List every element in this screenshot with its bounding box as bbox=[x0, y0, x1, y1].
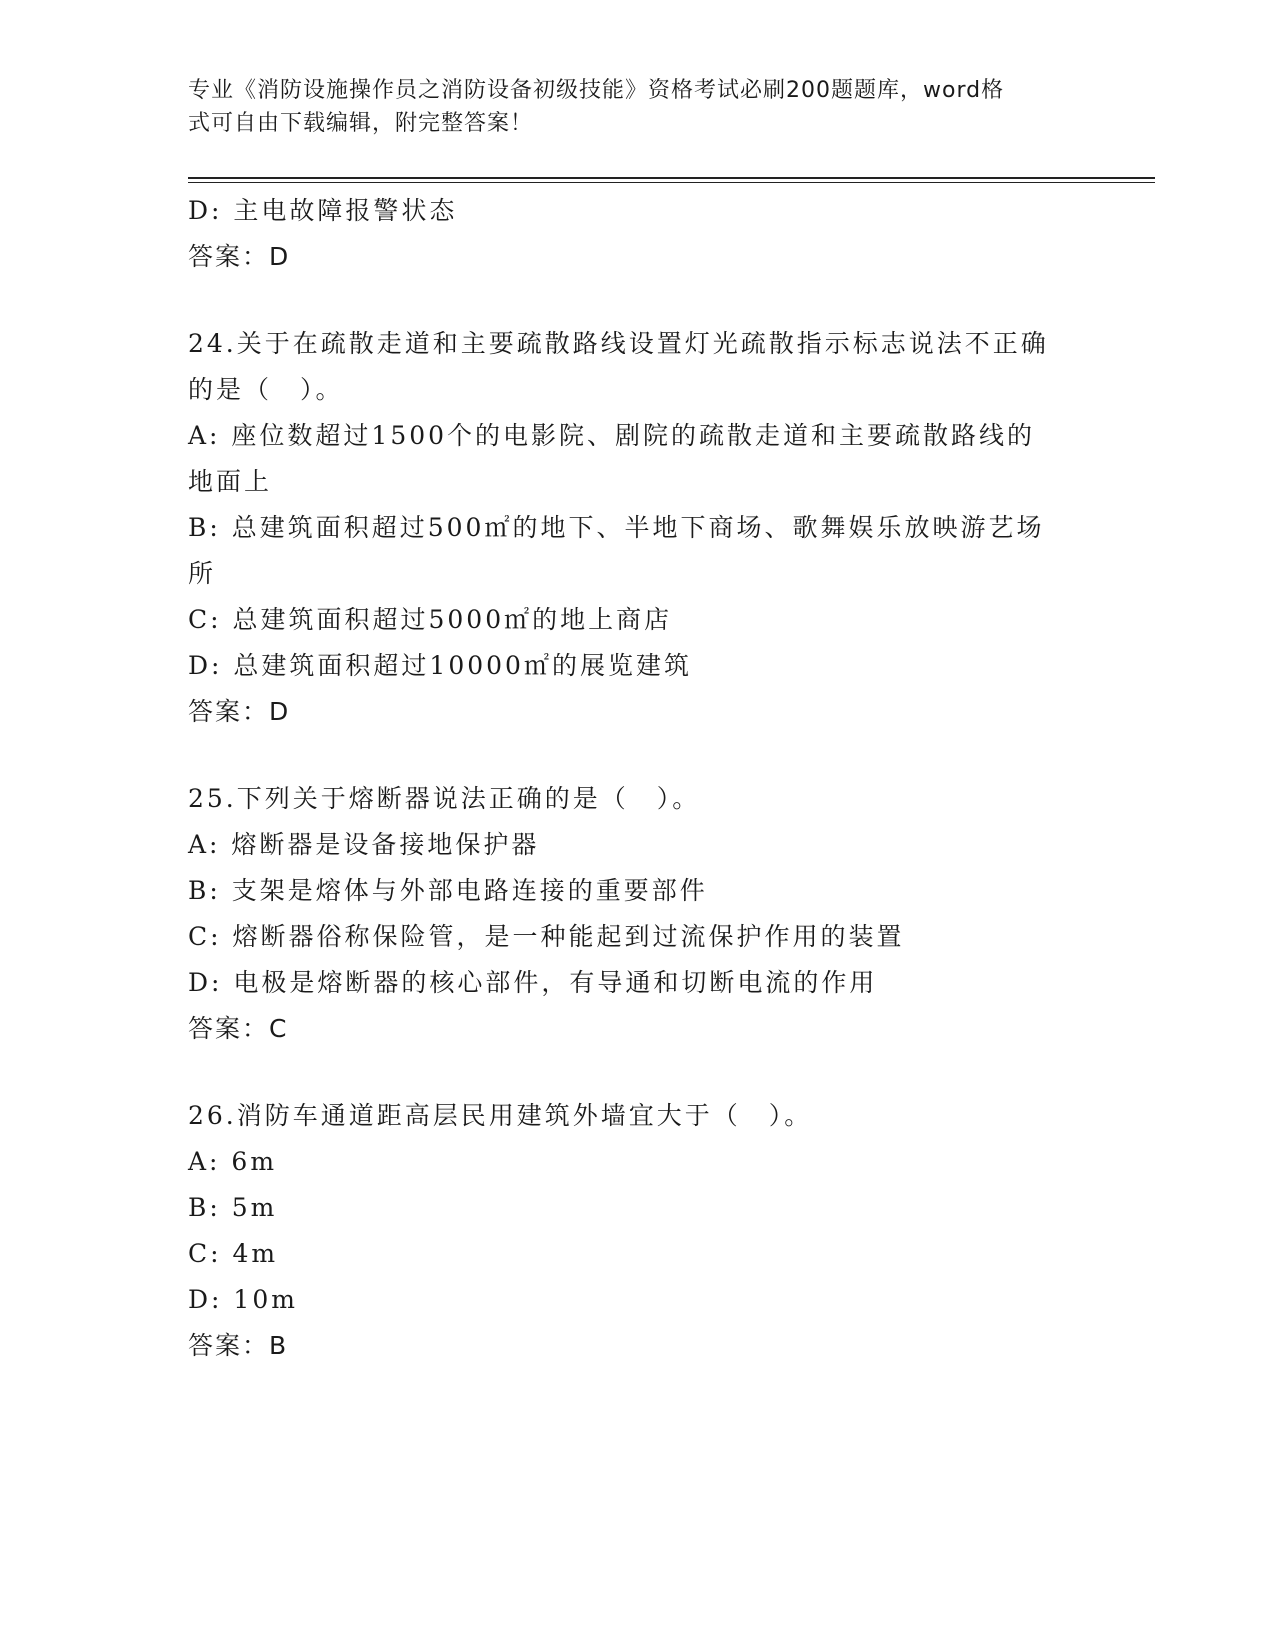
option-d: D: 10m bbox=[188, 1285, 298, 1314]
document-header bbox=[188, 74, 1068, 140]
header-divider-thin bbox=[188, 182, 1155, 183]
question-stem-cont: 的是（ ）。 bbox=[188, 375, 344, 404]
answer-line: 答案：D bbox=[188, 697, 291, 726]
answer-line: 答案：D bbox=[188, 242, 291, 271]
spacer bbox=[188, 280, 1088, 321]
header-line-2: 式可自由下载编辑，附完整答案！ bbox=[188, 111, 534, 136]
spacer bbox=[188, 735, 1088, 776]
question-content bbox=[188, 188, 1088, 1369]
previous-question-tail bbox=[188, 188, 1088, 280]
header-divider-thick bbox=[188, 177, 1155, 179]
question-25 bbox=[188, 776, 1088, 1052]
option-c: C: 熔断器俗称保险管，是一种能起到过流保护作用的装置 bbox=[188, 922, 905, 951]
question-stem: 25.下列关于熔断器说法正确的是（ ）。 bbox=[188, 784, 701, 813]
question-24 bbox=[188, 321, 1088, 735]
option-a: A: 6m bbox=[188, 1147, 278, 1176]
spacer bbox=[188, 1052, 1088, 1093]
question-stem: 24.关于在疏散走道和主要疏散路线设置灯光疏散指示标志说法不正确 bbox=[188, 329, 1049, 358]
option-c: C: 4m bbox=[188, 1239, 279, 1268]
option-c: C: 总建筑面积超过5000㎡的地上商店 bbox=[188, 605, 673, 634]
option-d: D: 总建筑面积超过10000㎡的展览建筑 bbox=[188, 651, 692, 680]
option-a: A: 熔断器是设备接地保护器 bbox=[188, 830, 540, 859]
option-b: B: 总建筑面积超过500㎡的地下、半地下商场、歌舞娱乐放映游艺场 bbox=[188, 513, 1045, 542]
option-d: D: 电极是熔断器的核心部件，有导通和切断电流的作用 bbox=[188, 968, 878, 997]
question-26 bbox=[188, 1093, 1088, 1369]
option-d: D: 主电故障报警状态 bbox=[188, 196, 458, 225]
option-a-cont: 地面上 bbox=[188, 467, 273, 496]
question-stem: 26.消防车通道距高层民用建筑外墙宜大于（ ）。 bbox=[188, 1101, 813, 1130]
answer-line: 答案：C bbox=[188, 1014, 289, 1043]
option-b-cont: 所 bbox=[188, 559, 217, 588]
option-b: B: 支架是熔体与外部电路连接的重要部件 bbox=[188, 876, 708, 905]
option-a: A: 座位数超过1500个的电影院、剧院的疏散走道和主要疏散路线的 bbox=[188, 421, 1036, 450]
header-line-1: 专业《消防设施操作员之消防设备初级技能》资格考试必刷200题题库，word格 bbox=[188, 78, 1005, 103]
option-b: B: 5m bbox=[188, 1193, 278, 1222]
answer-line: 答案：B bbox=[188, 1331, 289, 1360]
